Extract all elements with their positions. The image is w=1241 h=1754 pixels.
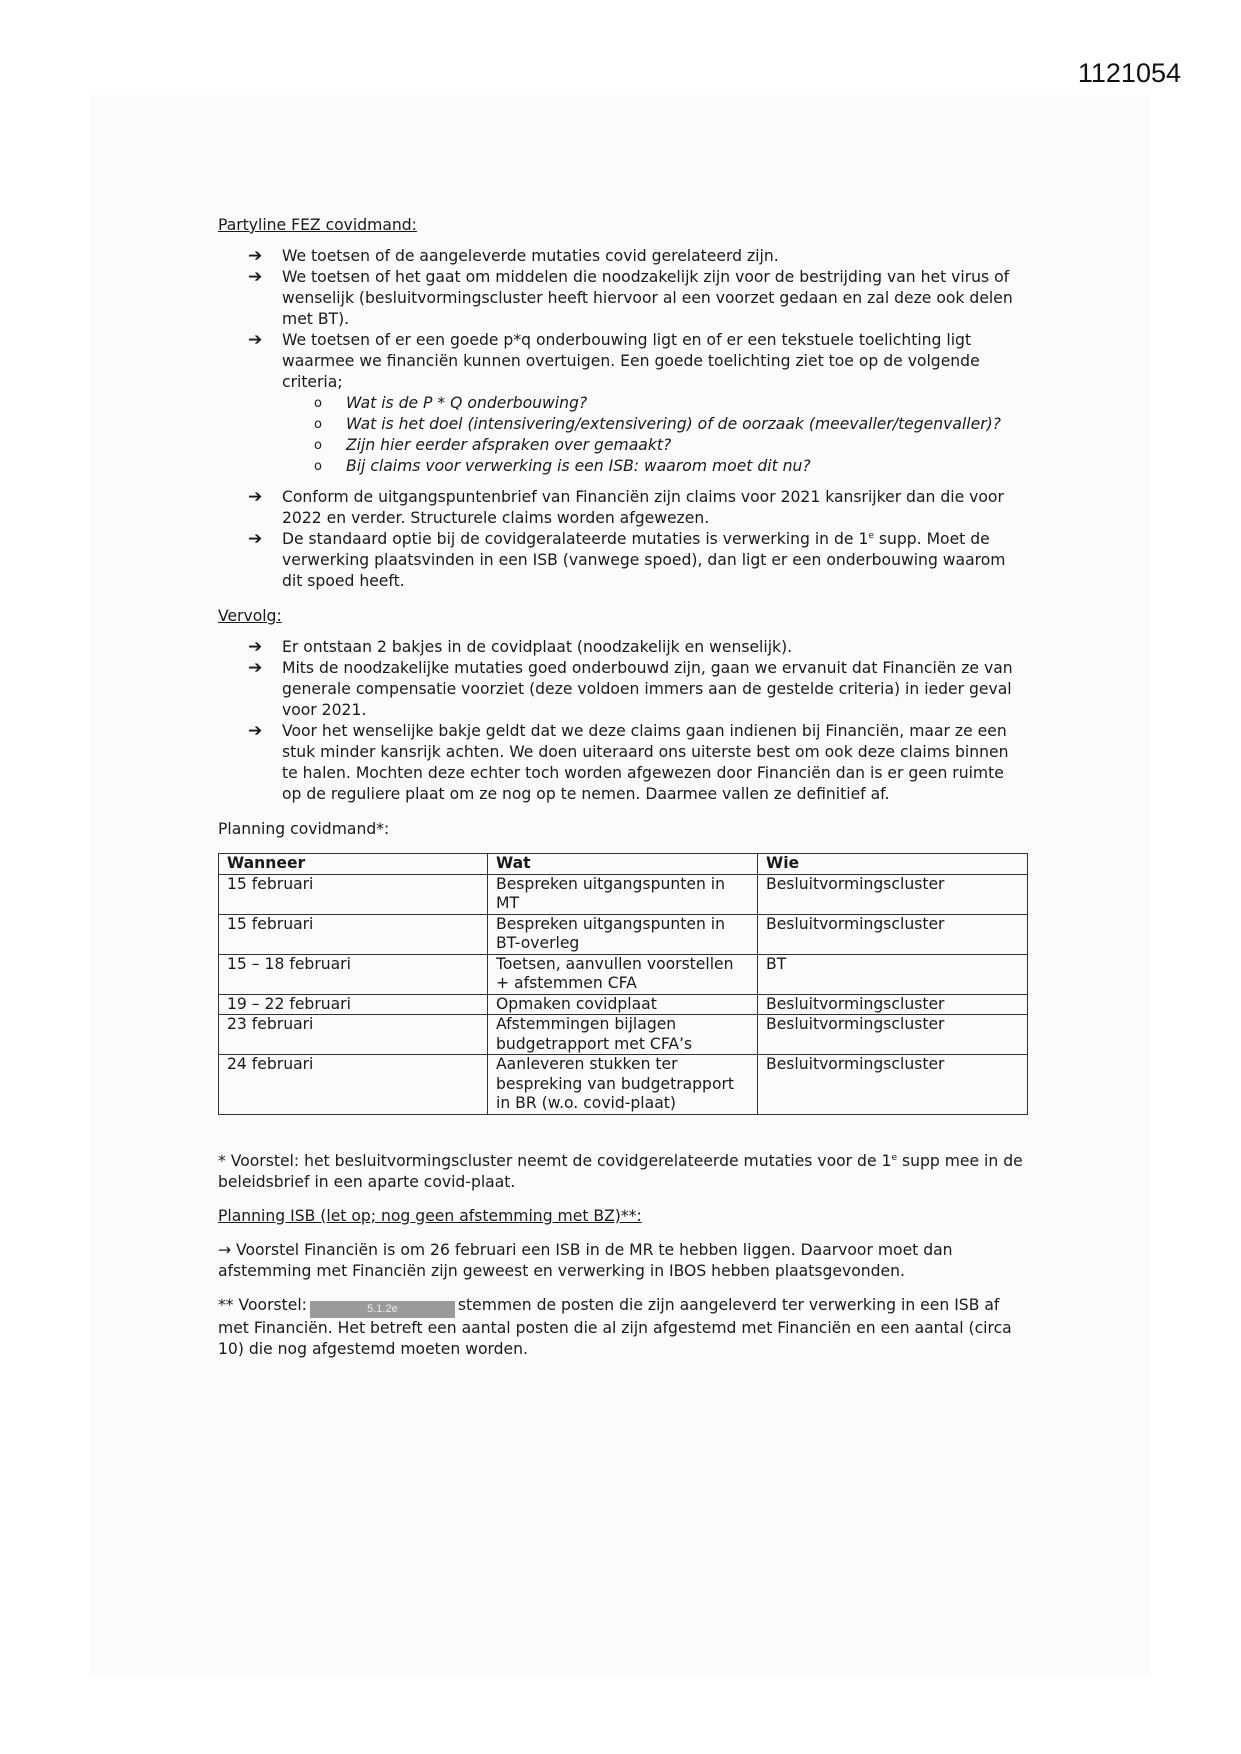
table-cell: Besluitvormingscluster bbox=[758, 914, 1028, 954]
list-item: ➔ Voor het wenselijke bakje geldt dat we deze claims gaan indienen bij Financiën, maar ze een stuk minder kansrijk achten. We doen uiteraard ons uiterste best om ook deze claims binnen te halen. Mochten deze echter toch worden afgewezen door Financiën dan is er geen ruimte op de reguliere plaat om ze nog op te nemen. Daarmee vallen ze definitief af. bbox=[248, 721, 1009, 803]
partyline-heading: Partyline FEZ covidmand: bbox=[218, 216, 417, 234]
table-cell: 15 – 18 februari bbox=[219, 954, 488, 994]
column-header: Wie bbox=[758, 854, 1028, 875]
criteria-item: o Zijn hier eerder afspraken over gemaakt? bbox=[314, 436, 672, 454]
column-header: Wat bbox=[488, 854, 758, 875]
arrow-right-icon: ➔ bbox=[248, 637, 263, 657]
partyline-list-2 bbox=[218, 487, 1028, 592]
list-item: ➔ Conform de uitgangspuntenbrief van Financiën zijn claims voor 2021 kansrijker dan die voor 2022 en verder. Structurele claims worden afgewezen. bbox=[248, 487, 1004, 527]
criteria-item: o Wat is de P * Q onderbouwing? bbox=[314, 394, 588, 412]
list-item: ➔ De standaard optie bij de covidgeralateerde mutaties is verwerking in de 1e supp. Moet de verwerking plaatsvinden in een ISB (vanwege spoed), dan ligt er een onderbouwing waarom dit spoed heeft. bbox=[248, 529, 1006, 590]
footnote: * Voorstel: het besluitvormingscluster neemt de covidgerelateerde mutaties voor de 1e supp mee in de beleidsbrief in een aparte covid-plaat. bbox=[218, 1151, 1023, 1191]
circle-bullet-icon: o bbox=[314, 438, 322, 453]
table-cell: 24 februari bbox=[219, 1055, 488, 1115]
vervolg-heading: Vervolg: bbox=[218, 607, 282, 625]
arrow-right-icon: ➔ bbox=[248, 658, 263, 678]
table-row bbox=[219, 914, 1028, 954]
vervolg-list bbox=[218, 637, 1028, 805]
table-cell: Afstemmingen bijlagen budgetrapport met CFA’s bbox=[488, 1015, 758, 1055]
arrow-right-icon: ➔ bbox=[248, 246, 263, 266]
list-item: ➔ We toetsen of de aangeleverde mutaties covid gerelateerd zijn. bbox=[248, 246, 779, 266]
planning-table bbox=[218, 853, 1028, 1115]
arrow-right-icon: ➔ bbox=[248, 487, 263, 507]
document-body bbox=[218, 215, 1028, 1360]
criteria-item: o Bij claims voor verwerking is een ISB: waarom moet dit nu? bbox=[314, 457, 811, 475]
list-item: ➔ We toetsen of het gaat om middelen die noodzakelijk zijn voor de bestrijding van het virus of wenselijk (besluitvormingscluster heeft hiervoor al een voorzet gedaan en zal deze ook delen met BT). bbox=[248, 267, 1013, 328]
table-cell: 19 – 22 februari bbox=[219, 994, 488, 1015]
circle-bullet-icon: o bbox=[314, 396, 322, 411]
partyline-list bbox=[218, 246, 1028, 477]
table-cell: Opmaken covidplaat bbox=[488, 994, 758, 1015]
table-cell: Besluitvormingscluster bbox=[758, 994, 1028, 1015]
arrow-right-icon: ➔ bbox=[248, 330, 263, 350]
table-row bbox=[219, 994, 1028, 1015]
table-cell: Toetsen, aanvullen voorstellen + afstemmen CFA bbox=[488, 954, 758, 994]
table-cell: 15 februari bbox=[219, 914, 488, 954]
table-row bbox=[219, 874, 1028, 914]
planning-label: Planning covidmand*: bbox=[218, 820, 390, 838]
table-cell: 15 februari bbox=[219, 874, 488, 914]
table-row bbox=[219, 954, 1028, 994]
table-cell: Besluitvormingscluster bbox=[758, 1055, 1028, 1115]
isb-text: → Voorstel Financiën is om 26 februari een ISB in de MR te hebben liggen. Daarvoor moet dan afstemming met Financiën zijn geweest en verwerking in IBOS hebben plaatsgevonden. bbox=[218, 1240, 953, 1280]
arrow-right-icon: ➔ bbox=[248, 529, 263, 549]
table-cell: Besluitvormingscluster bbox=[758, 1015, 1028, 1055]
column-header: Wanneer bbox=[219, 854, 488, 875]
table-cell: Bespreken uitgangspunten in MT bbox=[488, 874, 758, 914]
criteria-item: o Wat is het doel (intensivering/extensivering) of de oorzaak (meevaller/tegenvaller)? bbox=[314, 415, 1001, 433]
table-cell: Aanleveren stukken ter bespreking van budgetrapport in BR (w.o. covid-plaat) bbox=[488, 1055, 758, 1115]
criteria-list bbox=[282, 393, 1028, 477]
table-header-row bbox=[219, 854, 1028, 875]
document-number: 1121054 bbox=[1077, 58, 1181, 88]
arrow-right-icon: ➔ bbox=[248, 267, 263, 287]
circle-bullet-icon: o bbox=[314, 417, 322, 432]
table-cell: Besluitvormingscluster bbox=[758, 874, 1028, 914]
table-row bbox=[219, 1015, 1028, 1055]
arrow-right-icon: ➔ bbox=[248, 721, 263, 741]
isb-heading: Planning ISB (let op; nog geen afstemming met BZ)**: bbox=[218, 1206, 642, 1225]
list-item: ➔ Er ontstaan 2 bakjes in de covidplaat (noodzakelijk en wenselijk). bbox=[248, 637, 793, 657]
table-cell: BT bbox=[758, 954, 1028, 994]
table-cell: Bespreken uitgangspunten in BT-overleg bbox=[488, 914, 758, 954]
table-row bbox=[219, 1055, 1028, 1115]
redaction-box: 5.1.2e bbox=[310, 1301, 455, 1318]
list-item: ➔ Mits de noodzakelijke mutaties goed onderbouwd zijn, gaan we ervanuit dat Financiën ze van generale compensatie voorziet (deze voldoen immers aan de gestelde criteria) in ieder geval voor 2021. bbox=[248, 658, 1013, 719]
isb-voorstel: ** Voorstel: 5.1.2e stemmen de posten die zijn aangeleverd ter verwerking in een ISB af met Financiën. Het betreft een aantal posten die al zijn afgestemd met Financiën en een aantal (circa 10) die nog afgestemd moeten worden. bbox=[218, 1295, 1012, 1358]
table-cell: 23 februari bbox=[219, 1015, 488, 1055]
list-item: ➔ We toetsen of er een goede p*q onderbouwing ligt en of er een tekstuele toelichting ligt waarmee we financiën kunnen overtuigen. Een goede toelichting ziet toe op de volgende criteria; o Wat is de P * Q onderbouwing? o Wat is het doel (intensivering/extensivering) of de oorzaak (meevaller/tegenvaller)? o Zijn hier eerder afspraken over gemaakt? o Bij claims voor verwerking is een ISB: waarom moet dit nu? bbox=[218, 330, 1028, 477]
circle-bullet-icon: o bbox=[314, 459, 322, 474]
